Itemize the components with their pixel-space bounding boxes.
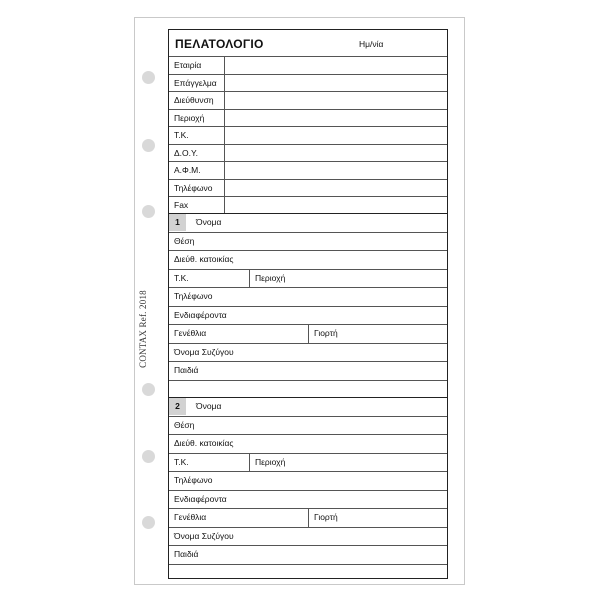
row-line [169, 545, 447, 546]
row-line [169, 490, 447, 491]
field-birthday: Γενέθλια [174, 328, 207, 338]
field-position: Θέση [174, 419, 195, 430]
customer-record-form [168, 29, 448, 579]
field-area: Περιοχή [255, 456, 286, 467]
contact-number-badge: 1 [169, 214, 186, 231]
field-phone: Τηλέφωνο [174, 291, 213, 301]
field-children: Παιδιά [174, 549, 199, 559]
row-line [169, 269, 447, 270]
binder-hole [142, 450, 155, 463]
page-title: ΠΕΛΑΤΟΛΟΓΙΟ [175, 37, 264, 51]
section-divider [169, 213, 447, 214]
row-line [169, 250, 447, 251]
field-spouse-name: Όνομα Συζύγου [174, 346, 234, 357]
row-line [169, 179, 447, 180]
field-spouse-name: Όνομα Συζύγου [174, 530, 234, 541]
field-contact-name: Όνομα [196, 217, 222, 227]
row-line [169, 380, 447, 381]
row-line [169, 287, 447, 288]
section-divider [169, 397, 447, 398]
row-line [169, 144, 447, 145]
cell-divider [249, 453, 250, 472]
row-line [169, 91, 447, 92]
row-line [169, 564, 447, 565]
field-contact-name: Όνομα [196, 401, 222, 411]
cell-divider [308, 508, 309, 527]
row-line [169, 109, 447, 110]
date-label: Ημ/νία [359, 39, 384, 49]
row-line [169, 527, 447, 528]
row-line [169, 306, 447, 307]
field-home-address: Διεύθ. κατοικίας [174, 254, 234, 264]
row-line [169, 126, 447, 127]
contact-number-badge: 2 [169, 398, 186, 415]
binder-hole [142, 516, 155, 529]
cell-divider [308, 324, 309, 343]
row-line [169, 416, 447, 417]
row-line [169, 361, 447, 362]
row-line [169, 471, 447, 472]
binder-hole [142, 205, 155, 218]
field-fax: Fax [174, 200, 189, 210]
field-area: Περιοχή [174, 112, 205, 123]
field-postal-code: Τ.Κ. [174, 130, 189, 140]
cell-divider [249, 269, 250, 288]
field-vat-number: Α.Φ.Μ. [174, 165, 201, 175]
row-line [169, 196, 447, 197]
row-line [169, 74, 447, 75]
binder-hole [142, 383, 155, 396]
field-interests: Ενδιαφέροντα [174, 309, 227, 320]
field-phone: Τηλέφωνο [174, 182, 213, 193]
field-birthday: Γενέθλια [174, 512, 207, 522]
header-divider [169, 56, 447, 57]
field-name-day: Γιορτή [314, 512, 338, 522]
field-postal-code: Τ.Κ. [174, 272, 189, 283]
field-profession: Επάγγελμα [174, 77, 217, 88]
field-name-day: Γιορτή [314, 328, 338, 338]
row-line [169, 232, 447, 233]
field-home-address: Διεύθ. κατοικίας [174, 438, 234, 448]
field-interests: Ενδιαφέροντα [174, 493, 227, 504]
field-position: Θέση [174, 235, 195, 246]
binder-hole [142, 139, 155, 152]
row-line [169, 161, 447, 162]
row-line [169, 453, 447, 454]
field-area: Περιοχή [255, 272, 286, 283]
company-label-divider [224, 56, 225, 213]
field-company: Εταιρία [174, 60, 202, 70]
row-line [169, 434, 447, 435]
field-postal-code: Τ.Κ. [174, 456, 189, 467]
field-tax-office: Δ.Ο.Υ. [174, 147, 198, 158]
row-line [169, 343, 447, 344]
field-address: Διεύθυνση [174, 95, 214, 105]
binder-hole [142, 71, 155, 84]
field-children: Παιδιά [174, 365, 199, 375]
field-phone: Τηλέφωνο [174, 475, 213, 485]
